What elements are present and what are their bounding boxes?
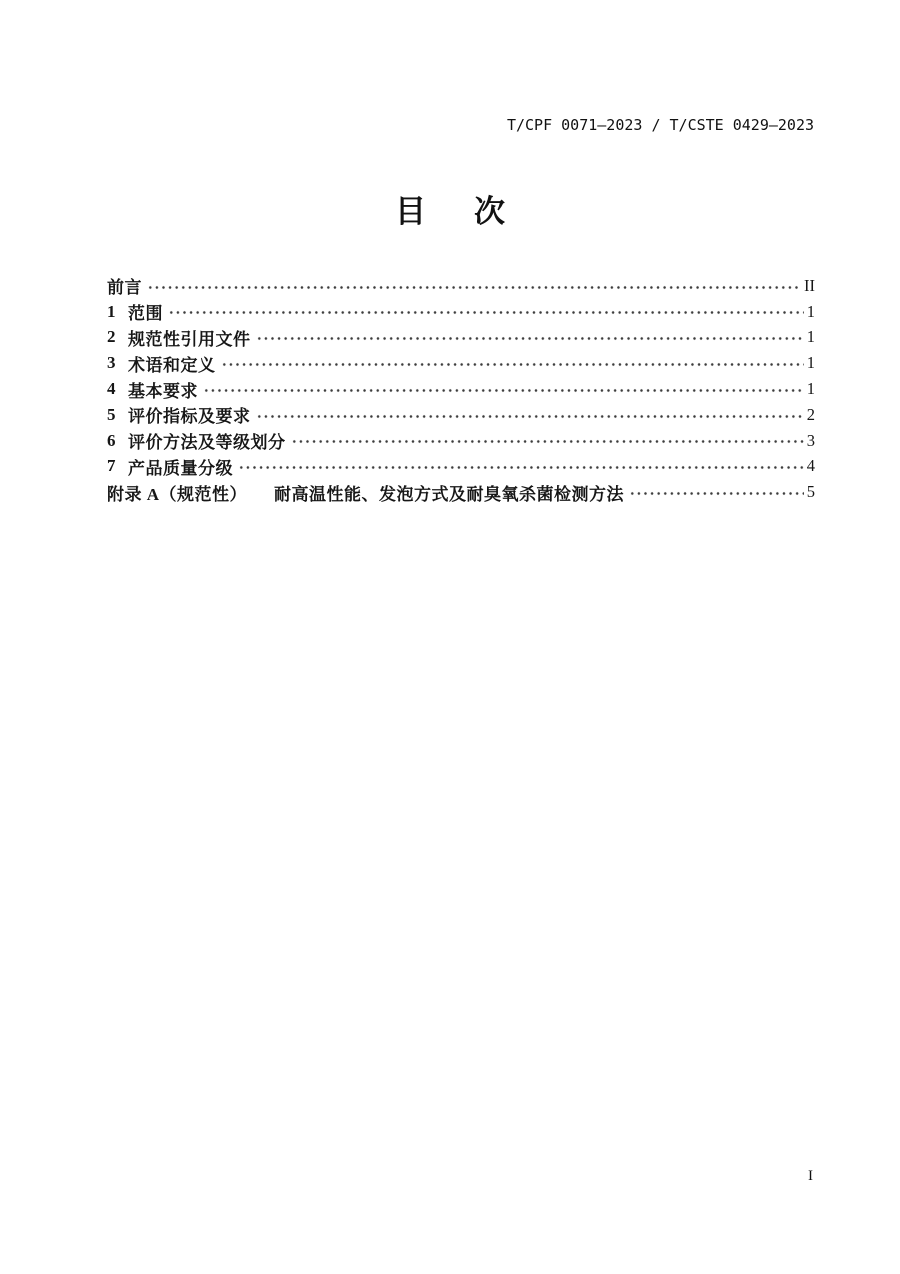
toc-entry-label: 评价方法及等级划分 [128, 433, 286, 453]
toc-dot-leader [238, 454, 804, 480]
toc-entry-label: 产品质量分级 [128, 458, 233, 478]
toc-entry-label: 规范性引用文件 [128, 329, 251, 349]
toc-entry-number: 2 [107, 327, 116, 347]
toc-entry-label: 范围 [128, 304, 163, 324]
toc-dot-leader [168, 299, 804, 325]
toc-entry-page: 1 [806, 327, 815, 347]
toc-entry-number: 3 [107, 353, 116, 373]
toc-entry-page: 3 [806, 430, 815, 450]
standard-number-header: T/CPF 0071—2023 / T/CSTE 0429—2023 [506, 116, 814, 134]
toc-entry[interactable] [107, 479, 815, 505]
toc-entry-label: 评价指标及要求 [128, 407, 251, 427]
toc-entry-number: 5 [107, 404, 116, 424]
toc-dot-leader [147, 273, 801, 299]
toc-entry-page: II [804, 275, 815, 295]
toc-title-char-1: 目 [395, 194, 426, 229]
toc-entry-page: 5 [806, 482, 815, 502]
toc-entry[interactable] [107, 454, 815, 480]
toc-title-char-2: 次 [474, 194, 505, 229]
toc-entry-page: 2 [806, 404, 815, 424]
toc-dot-leader [256, 402, 804, 428]
toc-dot-leader [221, 350, 804, 376]
toc-entry-label: 术语和定义 [128, 355, 216, 375]
toc-entry-label: 基本要求 [128, 381, 198, 401]
toc-entry[interactable] [107, 350, 815, 376]
toc-entry-label: 前言 [107, 278, 142, 298]
toc-entry[interactable] [107, 428, 815, 454]
toc-entry[interactable] [107, 376, 815, 402]
toc-dot-leader [629, 479, 804, 505]
toc-entry[interactable] [107, 325, 815, 351]
toc-entry-page: 1 [806, 301, 815, 321]
toc-entry-number: 附录 A（规范性） [107, 484, 248, 504]
toc-entry-page: 1 [806, 379, 815, 399]
toc-entry-page: 4 [806, 456, 815, 476]
toc-entry[interactable] [107, 299, 815, 325]
toc-dot-leader [203, 376, 804, 402]
toc-entry[interactable] [107, 402, 815, 428]
toc-entry[interactable] [107, 273, 815, 299]
toc-title [0, 194, 900, 230]
toc-entry-label: 耐高温性能、发泡方式及耐臭氧杀菌检测方法 [274, 484, 625, 504]
toc-entry-page: 1 [806, 353, 815, 373]
toc-entry-number: 6 [107, 430, 116, 450]
toc-entry-number: 4 [107, 379, 116, 399]
toc-entry-number: 1 [107, 301, 116, 321]
toc-dot-leader [291, 428, 804, 454]
toc-dot-leader [256, 325, 804, 351]
page-number: I [808, 1168, 813, 1184]
toc-list [107, 273, 815, 505]
toc-entry-number: 7 [107, 456, 116, 476]
